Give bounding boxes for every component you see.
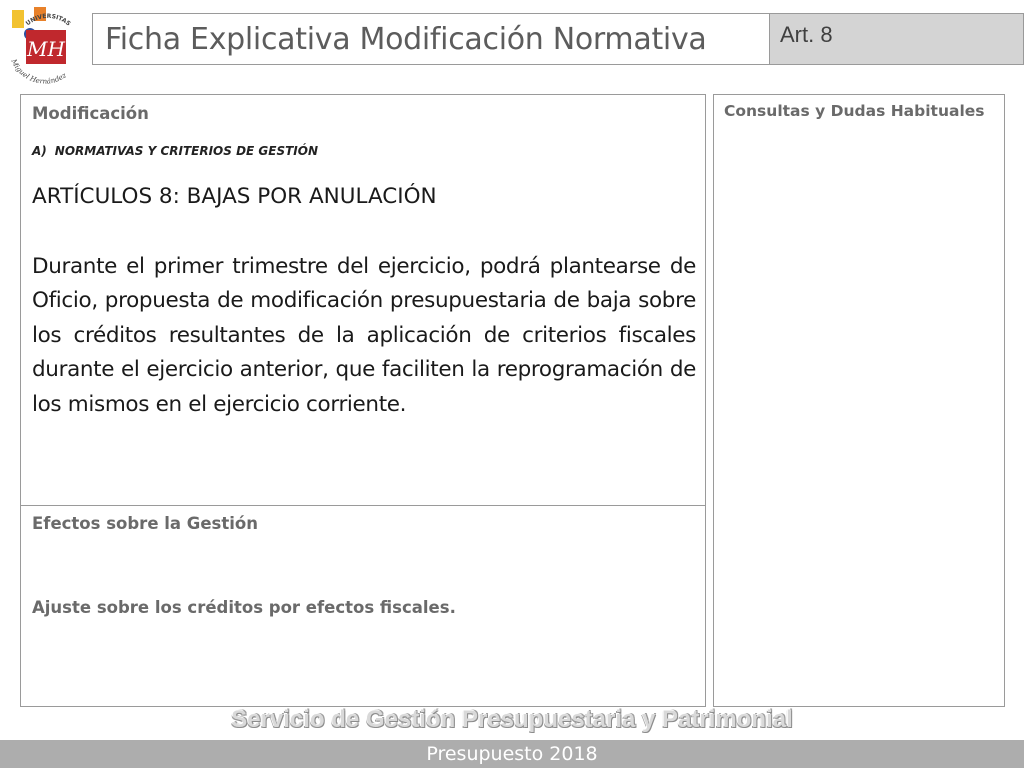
page-title: Ficha Explicativa Modificación Normativa <box>105 21 707 57</box>
section-letter: A) <box>32 144 47 158</box>
footer-bar <box>0 740 1024 768</box>
logo-monogram: MH <box>27 37 65 61</box>
efectos-text: Ajuste sobre los créditos por efectos fiscales. <box>32 598 456 617</box>
modificacion-label: Modificación <box>32 104 149 123</box>
service-name: Servicio de Gestión Presupuestaria y Patrimonial <box>231 706 793 733</box>
article-heading: ARTÍCULOS 8: BAJAS POR ANULACIÓN <box>32 184 437 209</box>
article-number: Art. 8 <box>780 22 833 47</box>
footer-budget: Presupuesto 2018 <box>426 743 598 765</box>
article-body: Durante el primer trimestre del ejercicio, podrá plantearse de Oficio, propuesta de modificación presupuestaria de baja sobre los créditos resultantes de la aplicación de criterios fiscales durante el ejercicio anterior, que faciliten la reprogramación de los mismos en el ejercicio corriente. <box>32 254 696 417</box>
consultas-label: Consultas y Dudas Habituales <box>724 102 985 120</box>
efectos-label: Efectos sobre la Gestión <box>32 514 258 533</box>
title-box <box>92 13 770 65</box>
article-box <box>770 13 1024 65</box>
svg-text:UNIVERSITAS: UNIVERSITAS <box>24 12 72 28</box>
svg-text:Miguel Hernández: Miguel Hernández <box>9 57 68 86</box>
efectos-panel <box>20 505 706 707</box>
section-subtitle <box>32 144 318 158</box>
consultas-panel <box>713 94 1005 707</box>
university-logo-icon <box>6 4 86 88</box>
section-title: NORMATIVAS Y CRITERIOS DE GESTIÓN <box>54 144 318 158</box>
modificacion-panel <box>20 94 706 506</box>
